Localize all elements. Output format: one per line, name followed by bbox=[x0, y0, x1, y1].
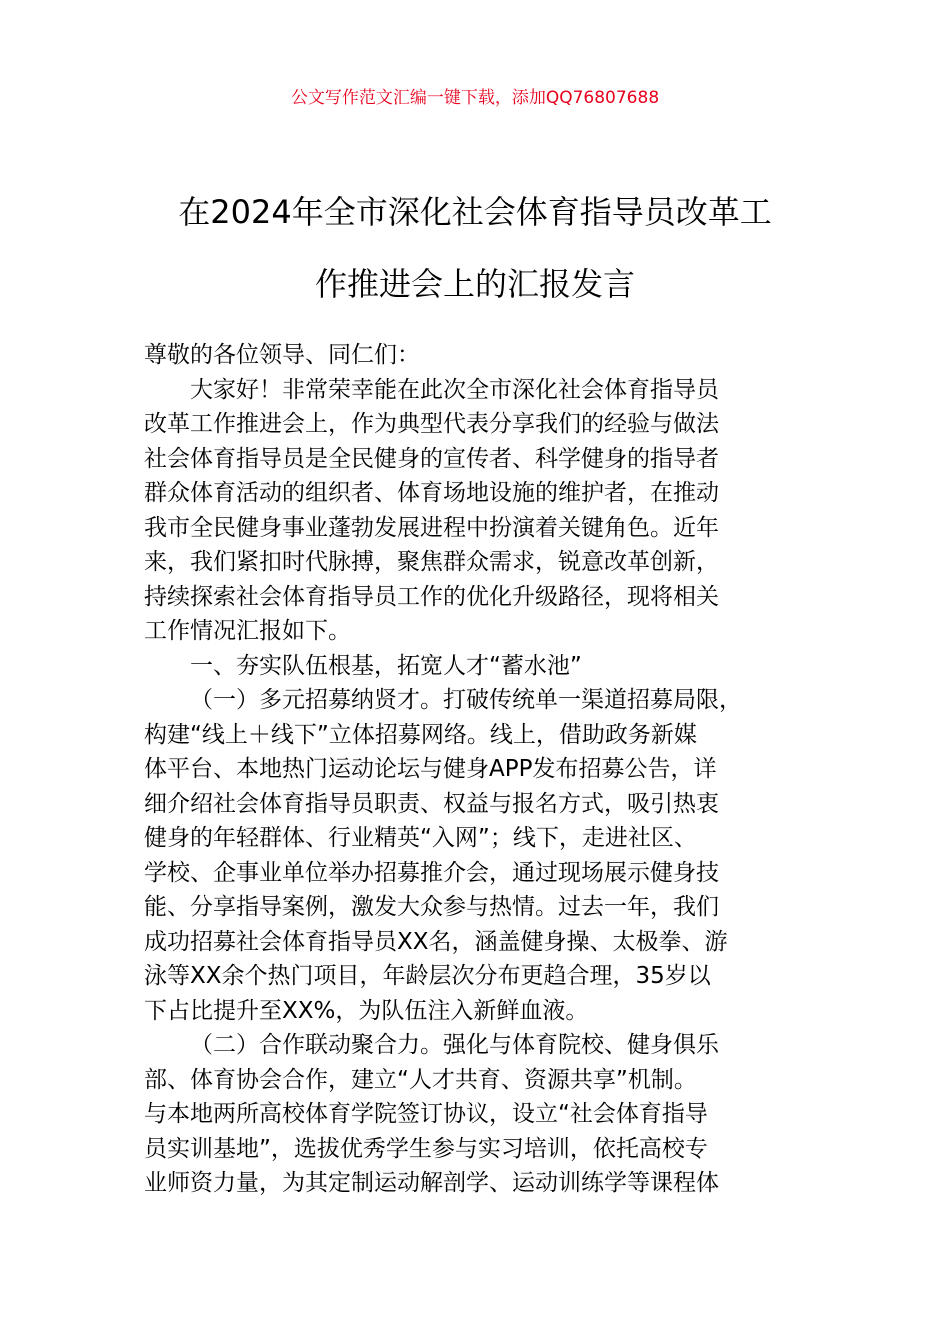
intro-line: 工作情况汇报如下。 bbox=[144, 618, 351, 644]
section-heading: 一、夯实队伍根基，拓宽人才“蓄水池” bbox=[190, 652, 582, 679]
sub1-line: 成功招募社会体育指导员XX名，涵盖健身操、太极拳、游 bbox=[144, 928, 728, 955]
document-title bbox=[130, 176, 820, 320]
sub2-line: 员实训基地”，选拔优秀学生参与实习培训，依托高校专 bbox=[144, 1135, 708, 1162]
intro-line: 我市全民健身事业蓬勃发展进程中扮演着关键角色。近年 bbox=[144, 514, 719, 541]
title-line-2: 作推进会上的汇报发言 bbox=[314, 265, 635, 303]
sub2-line: 部、体育协会合作，建立“人才共育、资源共享”机制。 bbox=[144, 1066, 697, 1093]
intro-line: 社会体育指导员是全民健身的宣传者、科学健身的指导者 bbox=[144, 445, 719, 472]
title-line-1: 在2024年全市深化社会体育指导员改革工 bbox=[178, 193, 772, 231]
sub1-line: 学校、企事业单位举办招募推介会，通过现场展示健身技 bbox=[144, 859, 719, 886]
sub1-line: 健身的年轻群体、行业精英“入网”；线下，走进社区、 bbox=[144, 825, 697, 851]
sub1-line: （一）多元招募纳贤才。打破传统单一渠道招募局限， bbox=[190, 687, 742, 713]
intro-line: 来，我们紧扣时代脉搏，聚焦群众需求，锐意改革创新， bbox=[144, 549, 719, 575]
sub1-line: 泳等XX余个热门项目，年龄层次分布更趋合理，35岁以 bbox=[144, 963, 711, 989]
document-body bbox=[144, 338, 808, 1201]
sub1-line: 体平台、本地热门运动论坛与健身APP发布招募公告，详 bbox=[144, 756, 717, 782]
intro-line: 大家好！非常荣幸能在此次全市深化社会体育指导员 bbox=[190, 376, 719, 403]
sub1-line: 构建“线上＋线下”立体招募网络。线上，借助政务新媒 bbox=[144, 721, 697, 748]
download-banner: 公文写作范文汇编一键下载，添加QQ76807688 bbox=[290, 88, 660, 108]
salutation: 尊敬的各位领导、同仁们： bbox=[144, 342, 420, 368]
sub2-line: （二）合作联动聚合力。强化与体育院校、健身俱乐 bbox=[190, 1032, 719, 1058]
sub1-line: 下占比提升至XX%，为队伍注入新鲜血液。 bbox=[144, 997, 589, 1024]
intro-line: 群众体育活动的组织者、体育场地设施的维护者，在推动 bbox=[144, 480, 719, 506]
sub2-line: 与本地两所高校体育学院签订协议，设立“社会体育指导 bbox=[144, 1101, 708, 1127]
intro-line: 持续探索社会体育指导员工作的优化升级路径，现将相关 bbox=[144, 583, 719, 610]
sub1-line: 能、分享指导案例，激发大众参与热情。过去一年，我们 bbox=[144, 894, 719, 920]
sub1-line: 细介绍社会体育指导员职责、权益与报名方式，吸引热衷 bbox=[144, 790, 719, 817]
sub2-line: 业师资力量，为其定制运动解剖学、运动训练学等课程体 bbox=[144, 1170, 719, 1196]
intro-line: 改革工作推进会上，作为典型代表分享我们的经验与做法 bbox=[144, 411, 719, 437]
